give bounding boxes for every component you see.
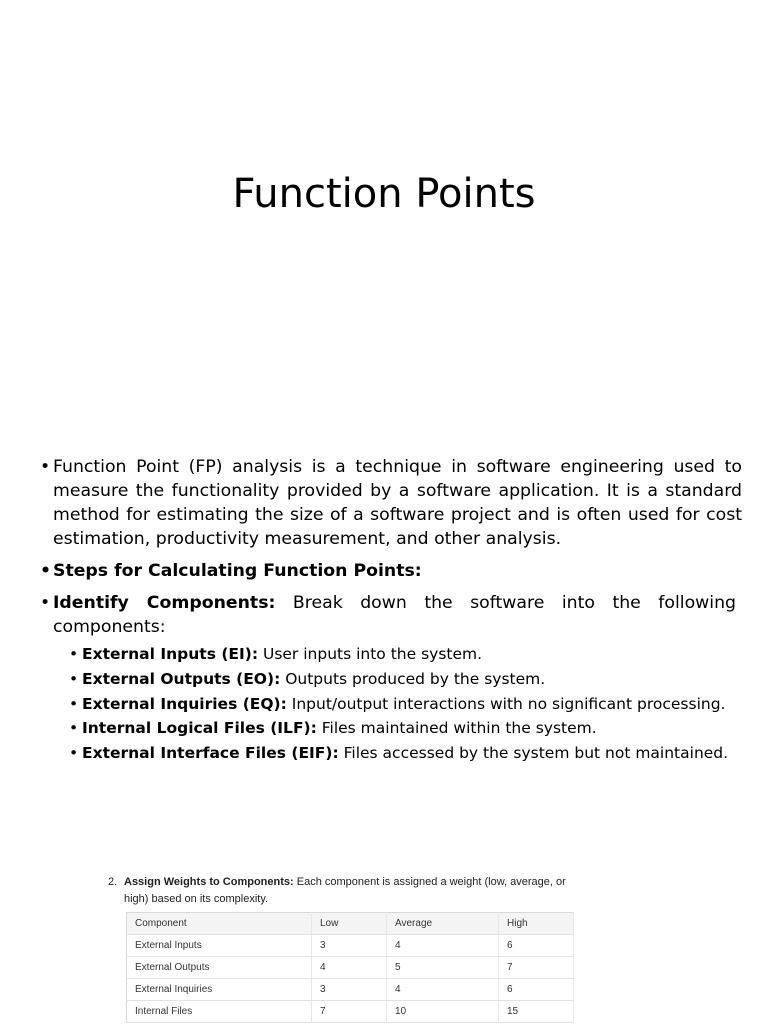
bullet-steps-heading: • Steps for Calculating Function Points: xyxy=(40,559,742,583)
table-cell: 4 xyxy=(312,957,387,979)
table-cell: Internal Files xyxy=(127,1001,312,1023)
table-row xyxy=(127,1001,574,1023)
step-number: 2. xyxy=(108,876,118,888)
table-row xyxy=(127,979,574,1001)
slide-body xyxy=(40,455,742,766)
component-term: Internal Logical Files (ILF): xyxy=(82,719,317,738)
component-desc: Outputs produced by the system. xyxy=(280,669,546,688)
table-cell: External Outputs xyxy=(127,957,312,979)
step-body xyxy=(124,874,578,908)
weights-table xyxy=(126,912,574,1023)
table-cell: 15 xyxy=(499,1001,574,1023)
column-header: Average xyxy=(387,913,499,935)
list-item xyxy=(69,667,742,692)
component-desc: Input/output interactions with no significant processing. xyxy=(286,694,726,713)
table-cell: External Inquiries xyxy=(127,979,312,1001)
table-header-row xyxy=(127,913,574,935)
table-cell: 5 xyxy=(387,957,499,979)
table-cell: 3 xyxy=(312,935,387,957)
table-cell: 3 xyxy=(312,979,387,1001)
column-header: Component xyxy=(127,913,312,935)
component-list xyxy=(40,642,742,766)
step-paragraph xyxy=(108,874,578,908)
bullet-lead: Identify Components: xyxy=(53,593,276,613)
component-desc: User inputs into the system. xyxy=(258,645,483,663)
table-cell: 6 xyxy=(499,935,574,957)
list-item xyxy=(69,741,742,766)
table-cell: 4 xyxy=(387,935,499,957)
column-header: High xyxy=(499,913,574,935)
component-desc: Files accessed by the system but not maintained. xyxy=(338,744,729,763)
component-term: External Inputs (EI): xyxy=(82,645,259,663)
step-text: Each component is assigned a weight (low, average, or high) based on its complexity. xyxy=(124,876,566,905)
list-item xyxy=(69,716,742,741)
component-term: External Interface Files (EIF): xyxy=(82,744,339,763)
table-cell: 10 xyxy=(387,1001,499,1023)
table-cell: 6 xyxy=(499,979,574,1001)
table-cell: 4 xyxy=(387,979,499,1001)
bullet-definition: • Function Point (FP) analysis is a technique in software engineering used to measure the functionality provided by a software application. It is a standard method for estimating the size of a software project and is often used for cost estimation, productivity measurement, and other analysis. xyxy=(40,455,742,551)
column-header: Low xyxy=(312,913,387,935)
slide-title: Function Points xyxy=(232,171,536,217)
table-row xyxy=(127,957,574,979)
table-row xyxy=(127,935,574,957)
embedded-screenshot xyxy=(108,874,578,1023)
table-cell: External Inputs xyxy=(127,935,312,957)
component-term: External Inquiries (EQ): xyxy=(82,694,287,713)
list-item xyxy=(69,692,742,717)
list-item xyxy=(69,642,742,667)
component-desc: Files maintained within the system. xyxy=(316,719,597,738)
component-term: External Outputs (EO): xyxy=(82,669,281,688)
step-lead: Assign Weights to Components: xyxy=(124,876,294,888)
bullet-identify-components xyxy=(40,591,736,639)
table-cell: 7 xyxy=(499,957,574,979)
table-cell: 7 xyxy=(312,1001,387,1023)
bullet-text: Break down the software into the following components: xyxy=(53,593,736,637)
